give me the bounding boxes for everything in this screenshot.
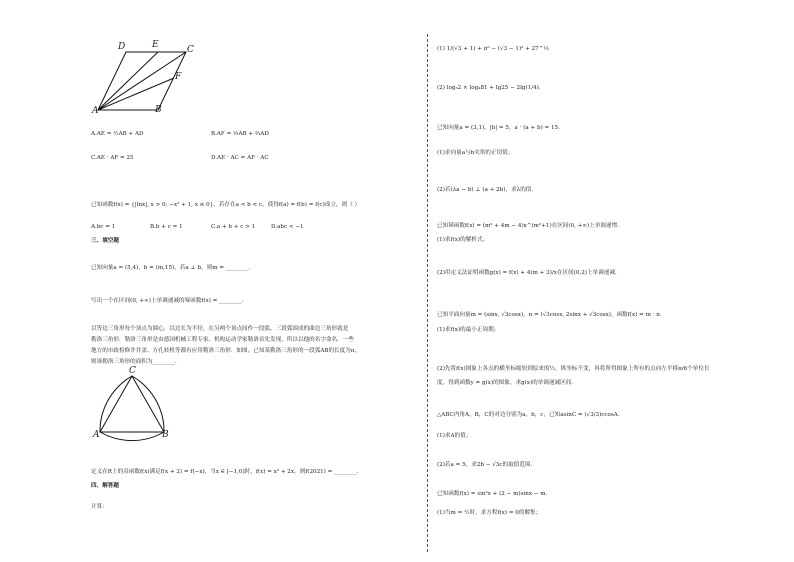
calc-label: 计算：: [91, 504, 108, 510]
fill-question-power: 写出一个在区间(0, +∞)上单调递减的幂函数f(x) = ________.: [91, 298, 244, 304]
point-label-b: B: [155, 105, 162, 115]
reuleaux-label-a: A: [93, 430, 100, 440]
sin-func-question-part-1: (1)当m = ½时，求方程f(x) = 0的解集；: [437, 510, 542, 516]
calc-item-2: (2) log₃2 × log₄81 + lg25 − 2lg(1/4).: [437, 85, 541, 91]
parallelogram-figure: [90, 40, 200, 120]
point-label-c: C: [187, 45, 194, 55]
point-label-a: A: [92, 106, 99, 116]
reuleaux-label-c: C: [129, 366, 136, 376]
reuleaux-text-line: 则该勒洛三角形的面积为________.: [91, 359, 177, 365]
triangle-question-part-1: (1)求A的值；: [437, 433, 472, 439]
calc-item-1: (1) 1/(√3 + 1) + π⁰ − (√3 − 1)² + 27^⅓: [437, 46, 549, 52]
trig-vector-question-stem: 已知平面向量m = (sinx, √3cosx)，n = (√3cosx, 2sinx + √3cosx)，函数f(x) = m · n．: [437, 312, 666, 318]
point-label-e: E: [152, 40, 159, 50]
sin-func-question-stem: 已知函数f(x) = sin²x + (2 − m)sinx − m．: [437, 491, 552, 497]
point-label-f: F: [175, 72, 182, 82]
vector-question-part-2: (2)若(λa − b) ⊥ (a + 2b)，求λ的值．: [437, 187, 537, 193]
reuleaux-text-line: 地方的市政检修井井盖、方孔转机等都有应用勒洛三角形．如图，已知某勒洛三角形的一段弧AB的长度为π，: [91, 348, 361, 354]
triangle-question-stem: △ABC内角A，B，C的对边分别为a，b，c，已知asinC = (√3/3)ccosA．: [437, 412, 624, 418]
section-heading-solve: 四、解答题: [91, 483, 119, 489]
func-option-d: D.abc < −1: [271, 224, 304, 230]
vector-question-stem: 已知向量a = (3,1)，|b| = 5，a · (a + b) = 15．: [437, 125, 564, 131]
power-question-part-2: (2)用定义法证明函数g(x) = f(x) + 4(m + 3)/x在区间(0,2)上单调递减．: [437, 270, 621, 276]
power-question-part-1: (1)求f(x)的解析式；: [437, 237, 489, 243]
reuleaux-text-line: 以等边三角形每个顶点为圆心，以边长为半径，在另两个顶点间作一段弧，三段弧围成的曲边三角形就是: [91, 326, 349, 332]
power-question-stem: 已知幂函数f(x) = (m² + 4m − 4)x^(m²+1)在区间(0, +∞)上单调递增．: [437, 223, 623, 229]
func-question-stem: 已知函数f(x) = {|lnx|, x > 0; −x² + 1, x ≤ 0}，若存在a < b < c，使得f(a) = f(b) = f(c)成立，则（ ）: [91, 202, 361, 208]
fill-question-odd-function: 定义在R上的奇函数f(x)满足f(x + 2) = f(−x)，当x ∈ [−1,0]时，f(x) = x² + 2x，则f(2021) = ________.: [91, 469, 359, 475]
func-option-c: C.a + b + c > 1: [211, 224, 256, 230]
triangle-question-part-2: (2)若a = 5，求2b − √3c的取值范围．: [437, 462, 537, 468]
vector-question-part-1: (1)求向量a与b夹角的正切值；: [437, 150, 514, 156]
section-heading-fill: 三、填空题: [91, 238, 119, 244]
option-b: B.AF = ⅓AB + ⅔AD: [211, 131, 269, 137]
func-option-a: A.bc = 1: [91, 224, 116, 230]
fill-question-vector: 已知向量a = (5,4)，b = (m,15)，若a ⊥ b，则m = ________.: [91, 265, 251, 271]
trig-vector-question-part-1: (1)求f(x)的最小正周期；: [437, 327, 500, 333]
reuleaux-text-line: 勒洛三角形．勒洛三角形是由德国机械工程专家、机构运动学家勒洛首先发现，所以以他的名字命名．一些: [91, 337, 354, 343]
column-divider: [427, 34, 428, 552]
reuleaux-label-b: B: [162, 430, 169, 440]
trig-vector-question-part-2-cont: 度，得到函数y = g(x)的图象，求g(x)的单调递减区间．: [437, 380, 577, 386]
func-option-b: B.b + c = 1: [150, 224, 183, 230]
option-a: A.AE = ½AB + AD: [91, 131, 144, 137]
trig-vector-question-part-2: (2)先将f(x)图象上各点的横坐标缩短到原来的½，纵坐标不变，再将所得图象上所有的点向左平移π/6个单位长: [437, 366, 710, 372]
option-d: D.AE · AC = AF · AC: [211, 155, 269, 161]
option-c: C.AE · AF = 25: [91, 155, 134, 161]
point-label-d: D: [118, 42, 126, 52]
